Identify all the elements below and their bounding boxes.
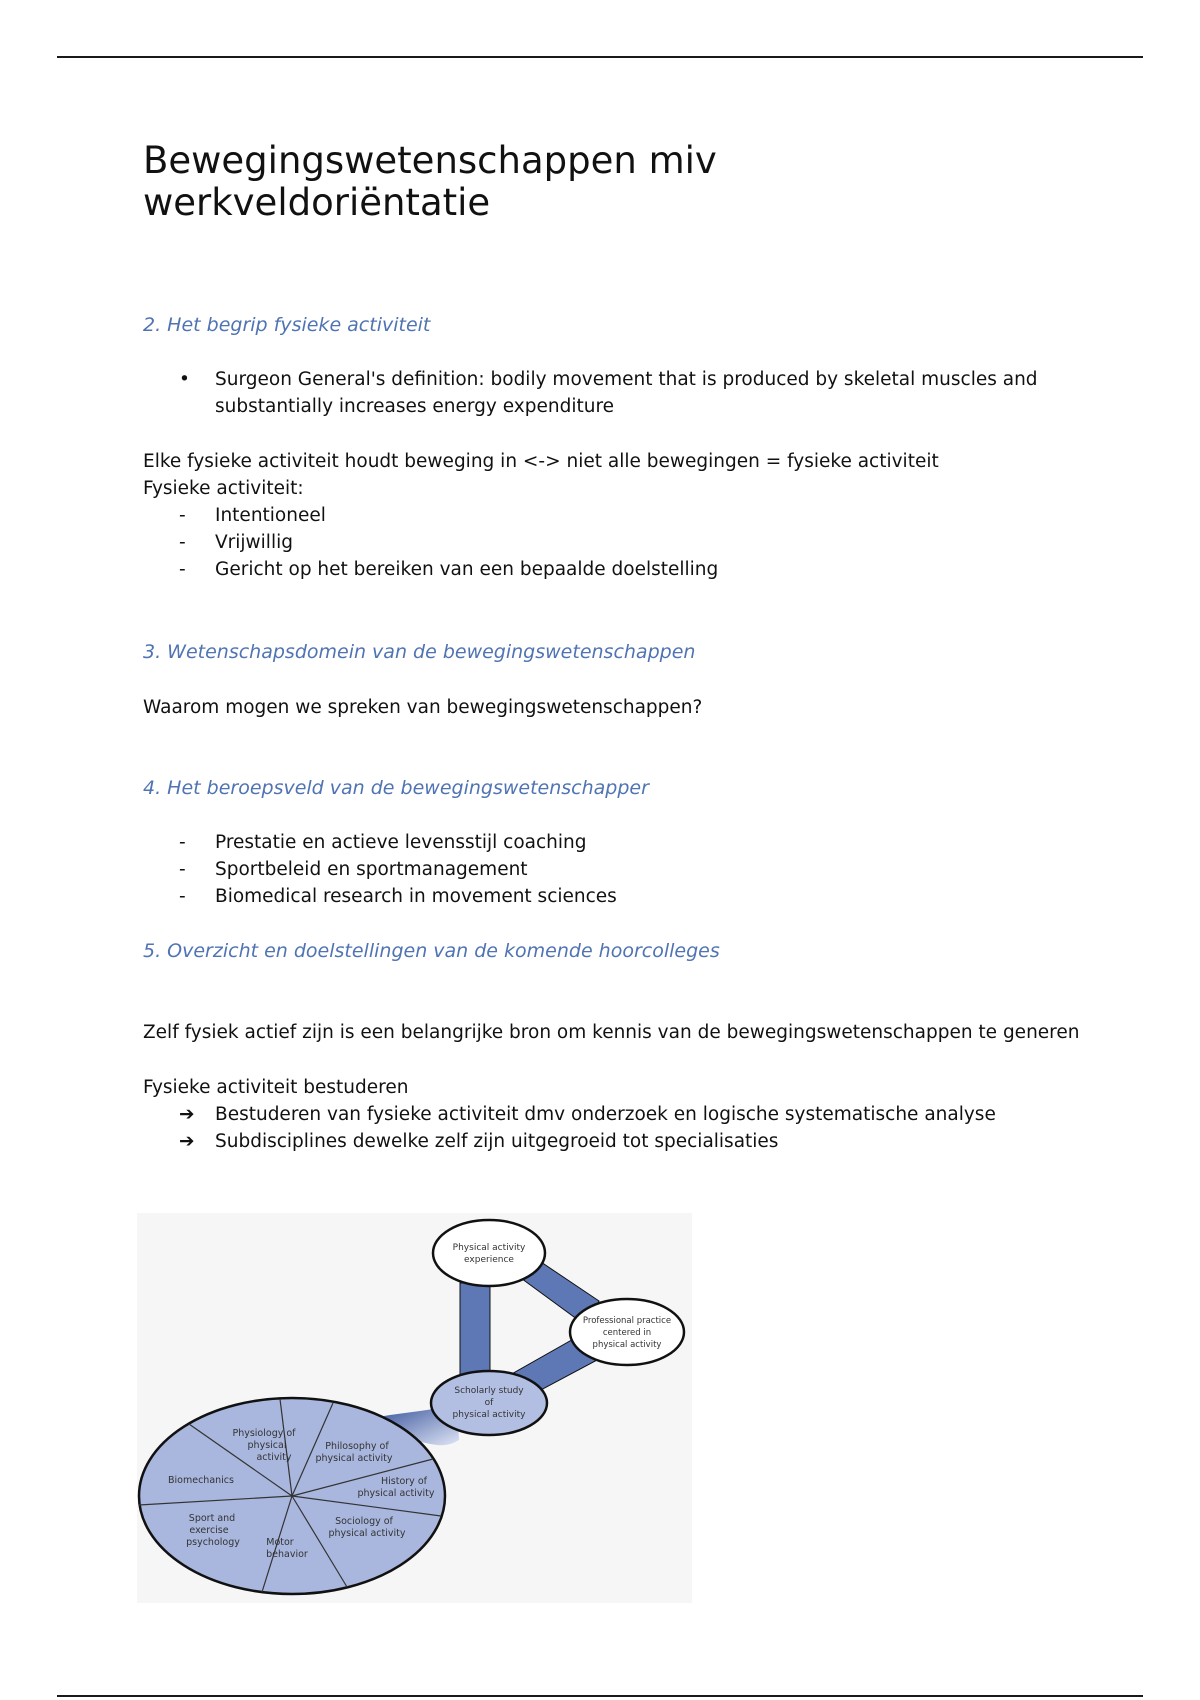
slice-label-history: History of physical activity bbox=[357, 1476, 435, 1499]
diagram-svg bbox=[137, 1213, 692, 1603]
list-item: - Sportbeleid en sportmanagement bbox=[143, 856, 943, 883]
node-study-label: Scholarly study of physical activity bbox=[452, 1386, 526, 1420]
dash-marker: - bbox=[179, 559, 186, 580]
dash-marker: - bbox=[179, 505, 186, 526]
dash-marker: - bbox=[179, 886, 186, 907]
node-experience bbox=[433, 1220, 545, 1286]
header-rule bbox=[57, 56, 1143, 58]
bullet-marker: • bbox=[179, 369, 190, 390]
node-practice-label: Professional practice centered in physical activity bbox=[582, 1316, 672, 1350]
section-heading-5: 5. Overzicht en doelstellingen van de komende hoorcolleges bbox=[143, 940, 720, 962]
list-item: - Vrijwillig bbox=[143, 529, 943, 556]
list-item: - Gericht op het bereiken van een bepaalde doelstelling bbox=[143, 556, 943, 583]
paragraph: Zelf fysiek actief zijn is een belangrijke bron om kennis van de bewegingswetenschappen te generen bbox=[143, 1022, 1080, 1043]
node-experience-label: Physical activity experience bbox=[452, 1243, 526, 1265]
section-heading-4: 4. Het beroepsveld van de bewegingswetenschapper bbox=[143, 777, 649, 799]
list-item: ➔ Subdisciplines dewelke zelf zijn uitgegroeid tot specialisaties bbox=[143, 1128, 1043, 1155]
slice-label-physiology: Physiology of physical activity bbox=[232, 1428, 296, 1463]
slice-label-sport-psych: Sport and exercise psychology bbox=[186, 1513, 240, 1548]
dash-marker: - bbox=[179, 832, 186, 853]
list-item: - Prestatie en actieve levensstijl coaching bbox=[143, 829, 943, 856]
dash-marker: - bbox=[179, 532, 186, 553]
study-arrow-list bbox=[143, 1101, 1043, 1155]
paragraph: Fysieke activiteit: bbox=[143, 478, 304, 499]
list-item: ➔ Bestuderen van fysieke activiteit dmv onderzoek en logische systematische analyse bbox=[143, 1101, 1043, 1128]
arrow-marker: ➔ bbox=[179, 1131, 195, 1152]
section-heading-2: 2. Het begrip fysieke activiteit bbox=[143, 314, 431, 336]
document-title: Bewegingswetenschappen miv werkveldoriëntatie bbox=[143, 139, 717, 224]
paragraph: Waarom mogen we spreken van bewegingswetenschappen? bbox=[143, 697, 703, 718]
slice-label-sociology: Sociology of physical activity bbox=[328, 1516, 406, 1539]
footer-rule bbox=[57, 1695, 1143, 1697]
slice-label-biomechanics: Biomechanics bbox=[168, 1475, 234, 1486]
professional-field-list bbox=[143, 829, 943, 910]
list-item: • Surgeon General's definition: bodily movement that is produced by skeletal muscles and substantially increases energy expenditure bbox=[143, 366, 1083, 420]
paragraph: Fysieke activiteit bestuderen bbox=[143, 1077, 409, 1098]
slice-label-philosophy: Philosophy of physical activity bbox=[315, 1441, 393, 1464]
arrow-marker: ➔ bbox=[179, 1104, 195, 1125]
characteristics-list bbox=[143, 502, 943, 583]
paragraph: Elke fysieke activiteit houdt beweging in <-> niet alle bewegingen = fysieke activiteit bbox=[143, 451, 939, 472]
list-item: - Intentioneel bbox=[143, 502, 943, 529]
dash-marker: - bbox=[179, 859, 186, 880]
list-item: - Biomedical research in movement sciences bbox=[143, 883, 943, 910]
physical-activity-diagram bbox=[137, 1213, 692, 1603]
section-heading-3: 3. Wetenschapsdomein van de bewegingswetenschappen bbox=[143, 641, 696, 663]
slice-label-motor: Motor behavior bbox=[266, 1537, 308, 1560]
definition-bullet-list bbox=[143, 366, 1083, 420]
